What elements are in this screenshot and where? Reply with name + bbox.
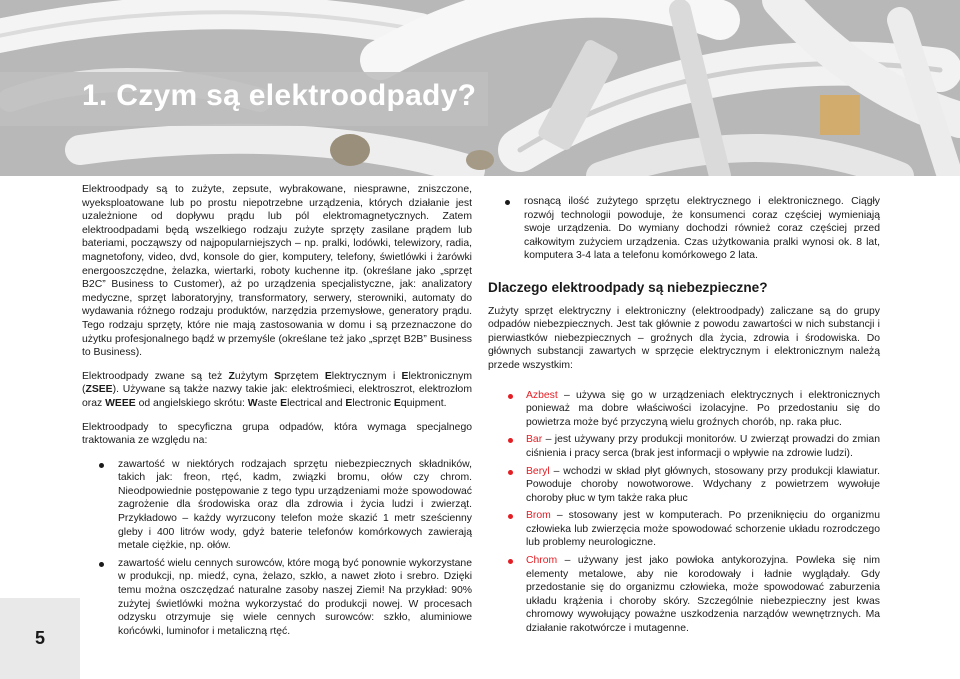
substances-list — [488, 389, 880, 636]
page-title: 1. Czym są elektroodpady? — [82, 79, 477, 112]
substance-name: Bar — [526, 434, 543, 446]
page-number: 5 — [34, 628, 45, 648]
list-item: rosnącą ilość zużytego sprzętu elektrycznego i elektronicznego. Ciągły rozwój technologii powoduje, że konsumenci coraz częściej wymieniają swoje urządzenia. Do wymiany dochodzi również coraz częściej przed całkowitym zużyciem urządzenia. Czas użytkowania pralki wynosi ok. 8 lat, komputera 3-4 lata a telefonu komórkowego 2 lata. — [488, 195, 880, 263]
special-treatment-paragraph: Elektroodpady to specyficzna grupa odpadów, która wymaga specjalnego traktowania ze względu na: — [82, 421, 472, 447]
substance-item: Chrom – używany jest jako powłoka antykorozyjna. Powleka się nim elementy metalowe, aby nie korodowały i ładnie wyglądały. Gdy przedostanie się do organizmu człowieka, może spowodować zaburzenia układu krążenia i choroby skóry. Szczególnie niebezpieczny jest kwas chromowy wywołujący poważne uszkodzenia narządów wewnętrznych. Ma działanie rakotwórcze i mutagenne. — [488, 554, 880, 636]
intro-paragraph: Elektroodpady są to zużyte, zepsute, wybrakowane, niesprawne, zniszczone, wyeksploatowane lub po prostu niepotrzebne urządzenia, których działanie jest uzależnione od dopływu prądu lub pól elektromagnetycznych. Zatem elektroodpadami będą wszelkiego rodzaju zużyte sprzęty zasilane prądem lub bateriami, począwszy od najpopularniejszych – np. pralki, lodówki, telewizory, radia, magnetofony, video, dvd, konsole do gier, komputery, telefony, świetlówki i żarówki energooszczędne, żelazka, wiertarki, roboty kuchenne itp. (określane jako „sprzęt B2C” Business to Customer), aż po urządzenia specjalistyczne, jak: analizatory medyczne, sprzęt laboratoryjny, transformatory, serwery, sterowniki, automaty do wydawania różnego rodzaju produktów, narzędzia przemysłowe, generatory prądu. Tego rodzaju sprzęty, które nie mają zastosowania w domu i są przeznaczone do użytku profesjonalnego bądź w przemyśle (określane też jako „sprzęt B2B” Business to Business). — [82, 184, 472, 359]
section-heading: Dlaczego elektroodpady są niebezpieczne? — [488, 279, 768, 295]
substance-item: Beryl – wchodzi w skład płyt głównych, stosowany przy produkcji klawiatur. Powoduje choroby nowotworowe. Wdychany z powietrzem wywołuje choroby płuc w tym także raka płuc — [488, 465, 880, 506]
list-item: zawartość w niektórych rodzajach sprzętu niebezpiecznych składników, takich jak: freon, rtęć, kadm, związki bromu, ołów czy chrom. Nieodpowiednie postępowanie z tego typu urządzeniami może spowodować zagrożenie dla środowiska oraz dla zdrowia i życia ludzi i zwierząt. Przykładowo – każdy wyrzucony telefon może skazić 1 metr sześcienny gleby i 400 litrów wody, gdyż baterie telefonów komórkowych zawierają metale ciężkie, np. ołów. — [82, 458, 472, 553]
reasons-list-continued — [488, 195, 880, 263]
list-item: zawartość wielu cennych surowców, które mogą być ponownie wykorzystane w produkcji, np. miedź, cyna, żelazo, szkło, a nawet złoto i srebro. Dzięki temu można oszczędzać naturalne zasoby naszej Ziemi! Na przykład: 90% zużytej świetlówki można wykorzystać do produkcji nowej. W procesach odzysku otrzymuje się wiele cennych surowców: szkło, aluminiowe końcówki, luminofor i metaliczną rtęć. — [82, 557, 472, 639]
substance-name: Brom — [526, 510, 551, 522]
substance-item: Bar – jest używany przy produkcji monitorów. U zwierząt prowadzi do zmian ciśnienia i pracy serca (brak jest informacji o wpływie na zdrowie ludzi). — [488, 433, 880, 460]
substance-name: Chrom — [526, 555, 558, 567]
substance-name: Beryl — [526, 465, 550, 477]
substance-item: Azbest – używa się go w urządzeniach elektrycznych i elektronicznych ponieważ ma dobre właściwości izolacyjne. Po przedostaniu się do powietrza może być przyczyną wielu groźnych chorób, np. raka płuc. — [488, 389, 880, 430]
alias-paragraph: Elektroodpady zwane są też Zużytym Sprzętem Elektrycznym i Elektronicznym (ZSEE). Używane są także nazwy takie jak: elektrośmieci, elektroszrot, elektrozłom oraz WEEE od angielskiego skrótu: Waste Electrical and Electronic Equipment. — [82, 370, 473, 409]
right-column — [488, 195, 880, 640]
substance-name: Azbest — [526, 389, 558, 401]
left-column — [82, 183, 472, 642]
hazard-intro-paragraph: Zużyty sprzęt elektryczny i elektroniczny (elektroodpady) zaliczane są do grupy odpadów niebezpiecznych. Jest tak głównie z powodu zawartości w nich substancji i pierwiastków niebezpiecznych – groźnych dla życia, zdrowia i środowiska. Do głównych substancji zawartych w sprzęcie elektrycznym i elektronicznym należą przede wszystkim: — [488, 305, 880, 371]
reasons-list — [82, 458, 472, 639]
substance-item: Brom – stosowany jest w komputerach. Po przeniknięciu do organizmu człowieka lub zwierzęcia może spowodować schorzenie układu rozrodczego lub problemy neurologiczne. — [488, 509, 880, 550]
